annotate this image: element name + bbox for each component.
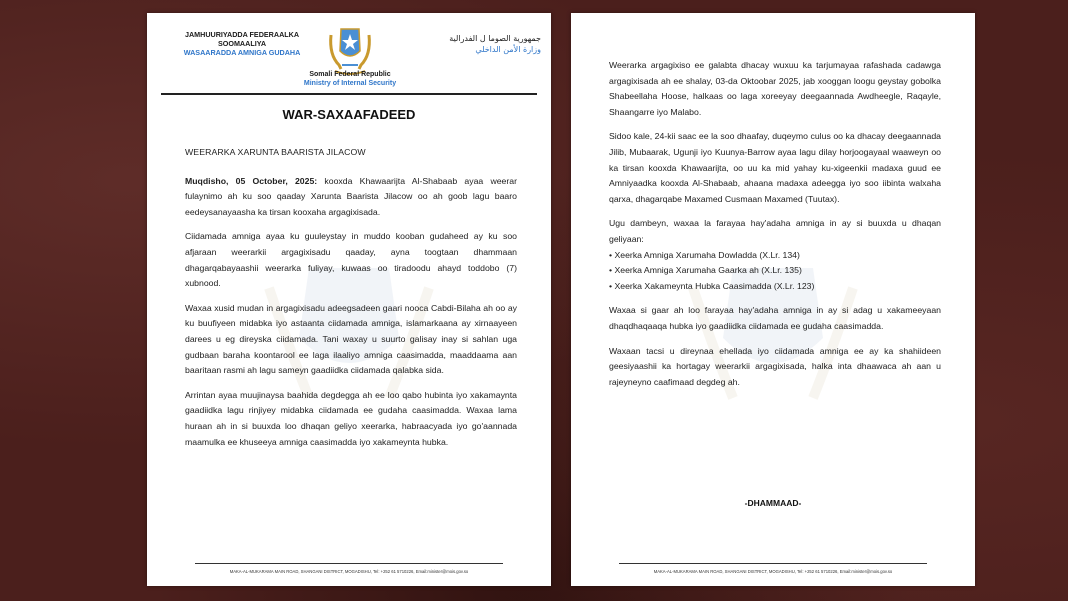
letterhead-arabic-line1: جمهورية الصوما ل الفدرالية xyxy=(449,34,541,43)
page-1-body xyxy=(185,145,517,459)
footer-address: MAKA-AL-MUKARAMA MAIN ROAD, SHANGANI DISTRICT, MOGADISHU, Tel: +252 61 5710226, Email:minister@mois.gov.so xyxy=(229,569,469,574)
paragraph-9: Waxaan tacsi u direynaa ehellada iyo ciidamada amniga ee ay ka shahiideen geesiyaashii ka hortagay weerarkii argagixisada, halka inta dhaawaca ah aan u rajeyneyno caafimaad degdeg ah. xyxy=(609,345,941,387)
footer-divider xyxy=(619,563,927,564)
letterhead-english-ministry: Ministry of Internal Security xyxy=(303,80,397,87)
letterhead-english xyxy=(287,70,413,88)
letterhead-arabic-ministry: وزارة الأمن الداخلي xyxy=(475,45,541,54)
page-2-body xyxy=(609,58,941,399)
list-item: • Xeerka Amniga Xarumaha Dowladda (X.Lr. 134) xyxy=(609,248,941,264)
letterhead-arabic xyxy=(421,33,541,55)
press-release-page-1 xyxy=(147,13,551,586)
paragraph-5: Weerarka argagixiso ee galabta dhacay wuxuu ka tarjumayaa rafashada cadawga argagixisada ah ee shalay, 03-da Oktoobar 2025, jab xooggan loogu geystay gobolka Shabeellaha Hoose, halkaas oo laga xoreeyay deegaannada Awdheegle, Raqayle, Shaangarre iyo Malabo. xyxy=(609,60,941,117)
list-item: • Xeerka Amniga Xarumaha Gaarka ah (X.Lr. 135) xyxy=(609,263,941,279)
paragraph-1-text: kooxda Khawaarijta Al-Shabaab ayaa weerar fulaynimo ah ku soo qaaday Xarunta Baarista Jilacow oo ah goob lagu baaro eedeysanayaasha ka tirsan kooxaha argagixisada. xyxy=(185,175,517,217)
press-release-page-2 xyxy=(571,13,975,586)
letterhead-somali xyxy=(177,30,307,57)
letterhead-english-line1: Somali Federal Republic xyxy=(309,71,391,78)
paragraph-4: Arrintan ayaa muujinaysa baahida degdegga ah ee loo qabo hubinta iyo xakamaynta gaadiidka lagu rinjiyey midabka ciidamada ee gudaha caasimadda. Waxaa lama huraan ah in si buuxda loo dhaqan geliyo xeerarka, habraacyada iyo go'aannada maamulka ee khuseeya amniga caasimadda iyo xakameynta hubka. xyxy=(185,389,517,447)
paragraph-7: Ugu dambeyn, waxaa la farayaa hay'adaha amniga in ay si buuxda u dhaqan geliyaan: xyxy=(609,218,941,244)
paragraph-1 xyxy=(185,174,517,221)
paragraph-6: Sidoo kale, 24-kii saac ee la soo dhaafay, duqeymo culus oo ka dhacay deegaannada Jilib, Mubaarak, Ugunji iyo Kuunya-Barrow ayaa lagu dilay horjoogayaal waaweyn oo ka tirsan kooxda Khawaarijta, oo uu ka mid yahay ku-xigeenkii madaxa guud ee Amniyaadka kooxda Al-Shabaab, ahaana madaxa adeegga iyo soo iibinta walxaha qarxa, dhagarqabe Maxamed Cusmaan Maxamed (Tuutax). xyxy=(609,131,941,204)
letterhead-somali-line1: JAMHUURIYADDA FEDERAALKA xyxy=(184,30,300,39)
letterhead-somali-line2: SOOMAALIYA xyxy=(217,39,267,48)
letterhead-divider xyxy=(161,93,537,95)
paragraph-8: Waxaa si gaar ah loo farayaa hay'adaha amniga in ay si adag u xakameeyaan dhaqdhaqaaqa hubka iyo gaadiidka ciidamada ee gudaha caasimadda. xyxy=(609,305,941,331)
dateline: Muqdisho, 05 October, 2025: xyxy=(185,175,318,186)
footer-divider xyxy=(195,563,503,564)
laws-list xyxy=(609,248,941,295)
paragraph-2: Ciidamada amniga ayaa ku guuleystay in muddo kooban gudaheed ay ku soo afjaraan weerarkii argagixisadu qaaday, ayna toogtaan dhammaan dhagarqabayaashii weerarka fuliyay, kuwaas oo tiradoodu ahayd toddobo (7) xubnood. xyxy=(185,231,517,289)
document-title: WAR-SAXAAFADEED xyxy=(282,107,416,122)
end-mark: -DHAMMAAD- xyxy=(744,498,802,508)
list-item: • Xeerka Xakameynta Hubka Caasimadda (X.Lr. 123) xyxy=(609,279,941,295)
letterhead-somali-ministry: WASAARADDA AMNIGA GUDAHA xyxy=(183,48,301,57)
subject-line: WEERARKA XARUNTA BAARISTA JILACOW xyxy=(185,147,366,157)
paragraph-3: Waxaa xusid mudan in argagixisadu adeegsadeen gaari nooca Cabdi-Bilaha ah oo ay ku buufiyeen midabka iyo astaanta ciidamada amniga, islamarkaana ay xirnaayeen darees u eg direyska ciidamada. Tani waxay u suurto galisay inay si sahlan uga gudbaan baraha koontarool ee laga ilaaliyo amniga caasimadda, maaddaama aan baaritaan rasmi ah lagu sameyn gaadiidka ciidamada qalabka sida. xyxy=(185,302,517,376)
footer-address: MAKA-AL-MUKARAMA MAIN ROAD, SHANGANI DISTRICT, MOGADISHU, Tel: +252 61 5710226, Email:minister@mois.gov.so xyxy=(653,569,893,574)
